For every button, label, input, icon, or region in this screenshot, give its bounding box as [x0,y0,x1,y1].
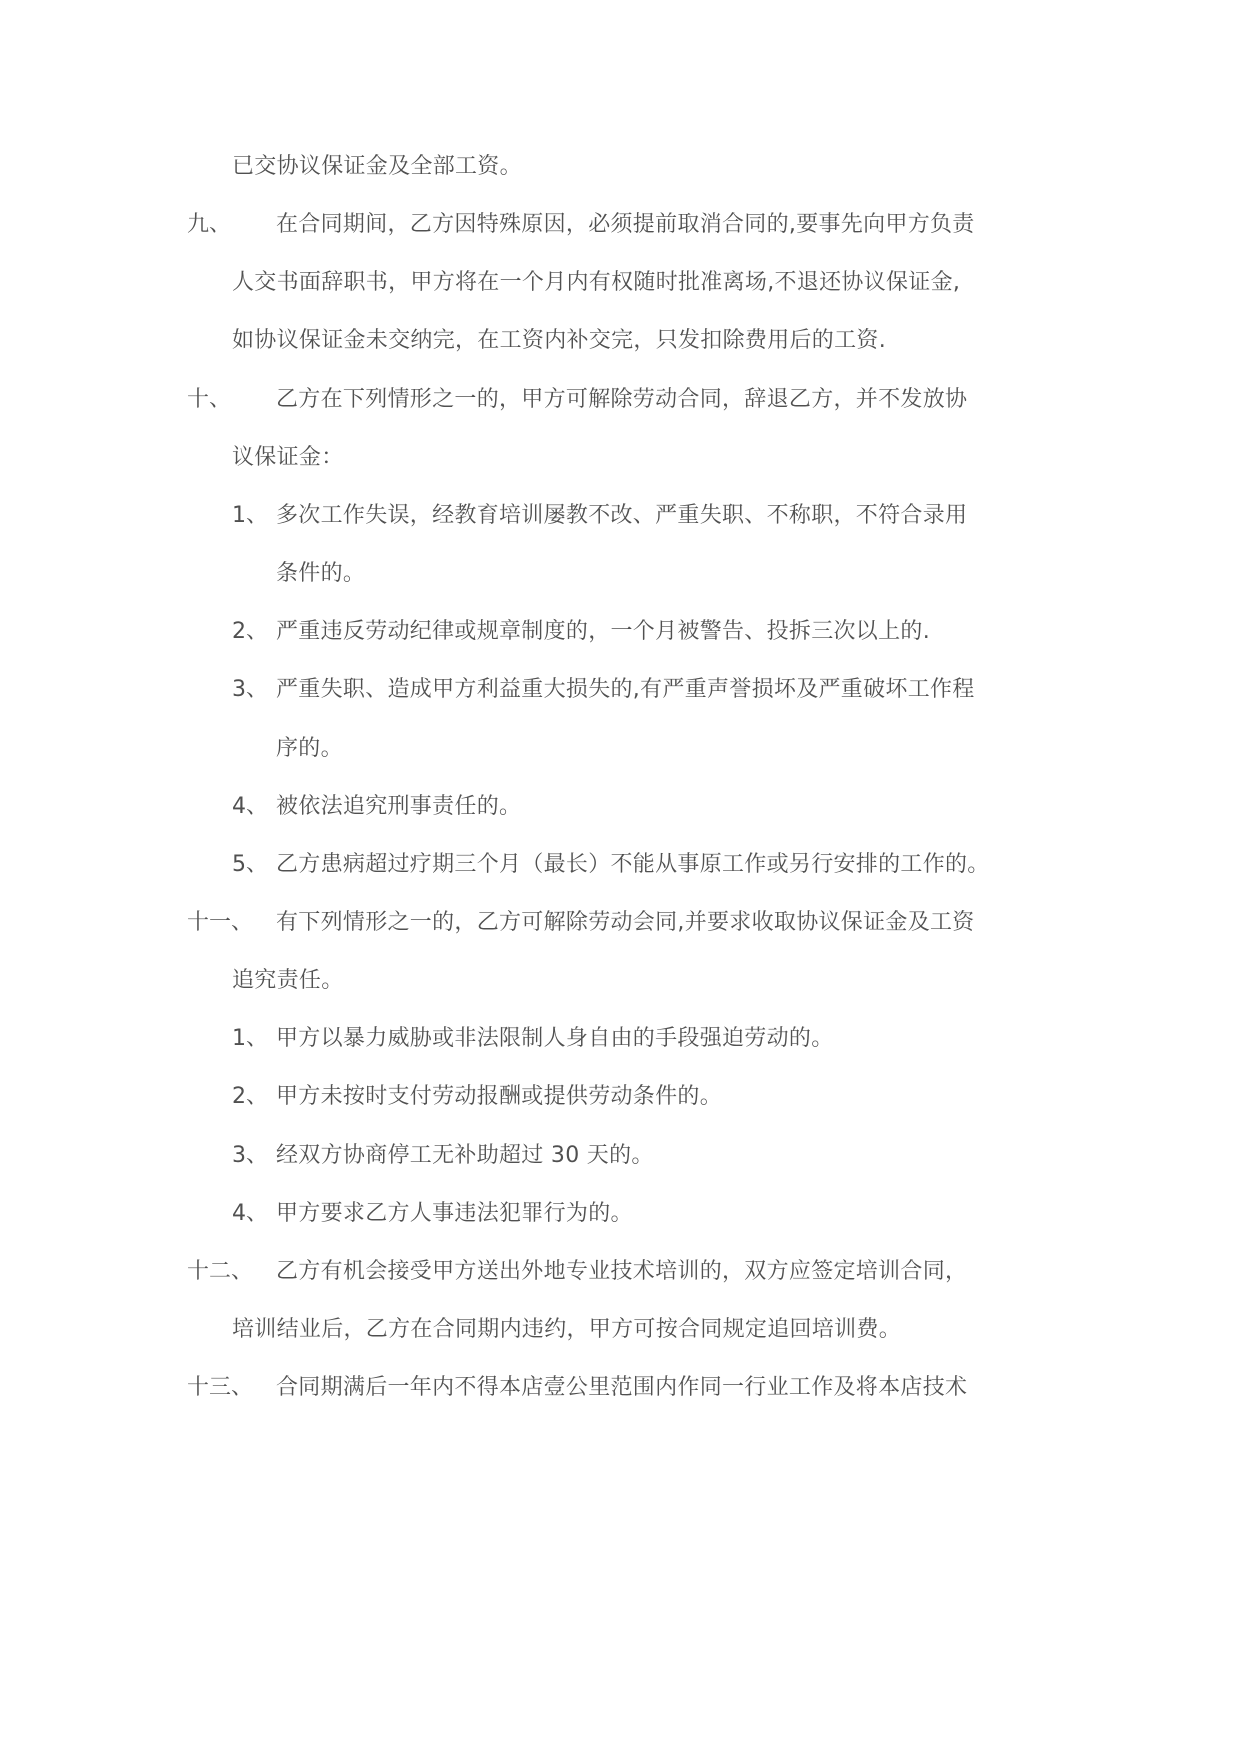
paragraph-line: 议保证金： [232,445,344,470]
item-number: 3、 [232,677,268,702]
paragraph-line: 严重违反劳动纪律或规章制度的，一个月被警告、投拆三次以上的. [276,619,930,644]
paragraph-line: 甲方要求乙方人事违法犯罪行为的。 [276,1201,633,1226]
paragraph-line: 甲方以暴力威胁或非法限制人身自由的手段强迫劳动的。 [276,1026,834,1051]
item-number: 5、 [232,852,268,877]
paragraph-line: 被依法追究刑事责任的。 [276,794,522,819]
paragraph-line: 追究责任。 [232,968,344,993]
item-number: 2、 [232,1084,268,1109]
paragraph-line: 有下列情形之一的，乙方可解除劳动会同,并要求收取协议保证金及工资 [276,910,975,935]
item-number: 4、 [232,794,268,819]
paragraph-line: 人交书面辞职书，甲方将在一个月内有权随时批准离场,不退还协议保证金, [232,270,961,295]
paragraph-line: 多次工作失误，经教育培训屡教不改、严重失职、不称职，不符合录用 [276,503,968,528]
paragraph-line: 乙方患病超过疗期三个月（最长）不能从事原工作或另行安排的工作的。 [276,852,990,877]
paragraph-line: 乙方有机会接受甲方送出外地专业技术培训的，双方应签定培训合同， [276,1259,968,1284]
item-number: 4、 [232,1201,268,1226]
paragraph-line: 严重失职、造成甲方利益重大损失的,有严重声誉损坏及严重破坏工作程 [276,677,975,702]
section-number: 九、 [187,212,232,237]
paragraph-line: 甲方未按时支付劳动报酬或提供劳动条件的。 [276,1084,723,1109]
paragraph-line: 乙方在下列情形之一的，甲方可解除劳动合同，辞退乙方，并不发放协 [276,387,968,412]
paragraph-line: 如协议保证金未交纳完，在工资内补交完，只发扣除费用后的工资. [232,328,886,353]
paragraph-line: 序的。 [276,736,343,761]
section-number: 十三、 [187,1375,254,1400]
section-number: 十二、 [187,1259,254,1284]
paragraph-line: 经双方协商停工无补助超过 30 天的。 [276,1143,654,1168]
section-number: 十、 [187,387,232,412]
item-number: 2、 [232,619,268,644]
paragraph-line: 已交协议保证金及全部工资。 [232,154,522,179]
item-number: 1、 [232,1026,268,1051]
paragraph-line: 合同期满后一年内不得本店壹公里范围内作同一行业工作及将本店技术 [276,1375,968,1400]
paragraph-line: 培训结业后，乙方在合同期内违约，甲方可按合同规定追回培训费。 [232,1317,902,1342]
item-number: 1、 [232,503,268,528]
paragraph-line: 在合同期间，乙方因特殊原因，必须提前取消合同的,要事先向甲方负责 [276,212,975,237]
item-number: 3、 [232,1143,268,1168]
section-number: 十一、 [187,910,254,935]
paragraph-line: 条件的。 [276,561,366,586]
